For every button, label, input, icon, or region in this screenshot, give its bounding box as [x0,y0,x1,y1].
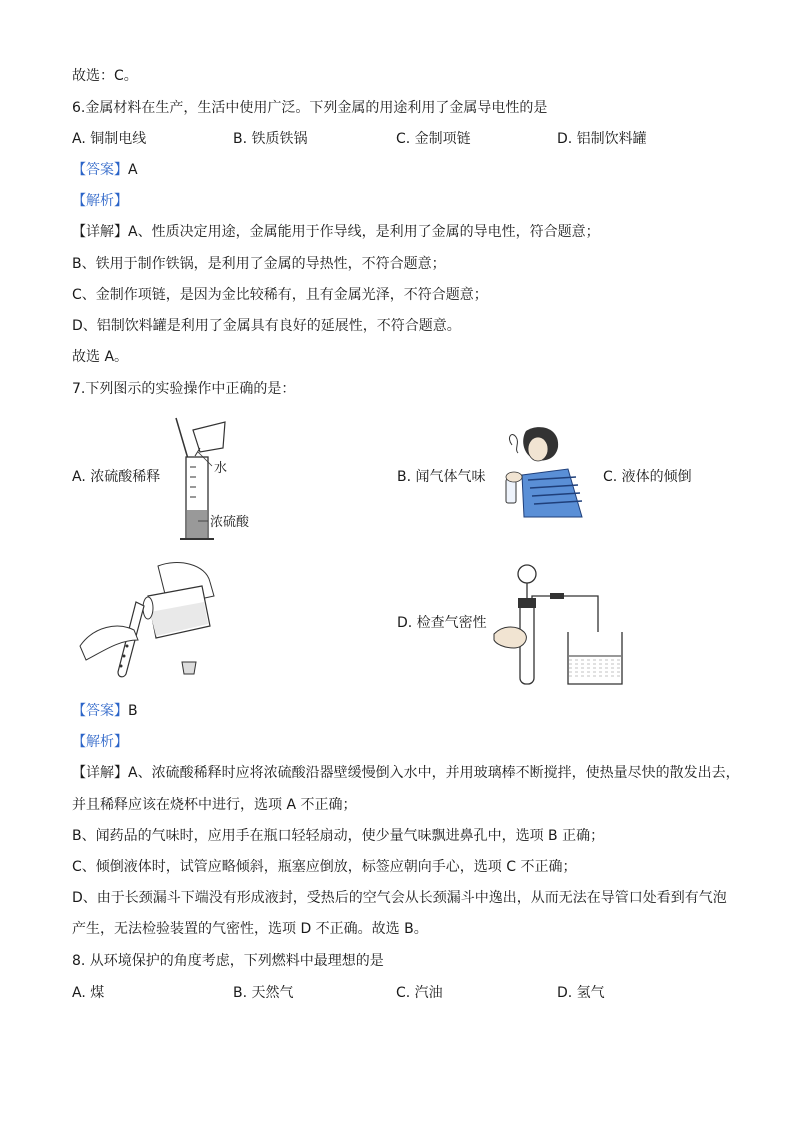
answer-value: B [128,703,138,719]
answer-value: A [128,162,138,178]
q7-option-d: D. 检查气密性 [397,615,487,631]
q8-option-c: C. 汽油 [396,985,443,1001]
answer-7 [72,701,138,721]
q6-option-c: C. 金制项链 [396,131,471,147]
q7-option-b: B. 闻气体气味 [397,469,486,485]
figure-acid-dilution [168,412,298,547]
q8-option-d: D. 氢气 [557,985,605,1001]
detail-6 [72,222,600,242]
q6-option-b: B. 铁质铁锅 [233,131,308,147]
figure-smelling-gas [498,425,586,519]
analysis-6: 【解析】 [72,193,128,209]
detail-7 [72,763,740,783]
detail-7-b: B、闻药品的气味时，应用手在瓶口轻轻扇动，使少量气味飘进鼻孔中，选项 B 正确； [72,828,605,844]
answer-label: 【答案】 [72,162,128,178]
q6-option-d: D. 铝制饮料罐 [557,131,647,147]
answer-6 [72,160,138,180]
analysis-7: 【解析】 [72,734,128,750]
detail-6-c: C、金制作项链，是因为金比较稀有，且有金属光泽，不符合题意； [72,287,488,303]
detail-label: 【详解】 [72,765,128,781]
answer-label: 【答案】 [72,703,128,719]
answer-line-q5: 故选：C。 [72,68,138,84]
detail-7-c: C、倾倒液体时，试管应略倾斜，瓶塞应倒放，标签应朝向手心，选项 C 不正确； [72,859,577,875]
question-6: 6.金属材料在生产，生活中使用广泛。下列金属的用途利用了金属导电性的是 [72,100,548,116]
figure-pouring-liquid [78,556,228,686]
q8-option-b: B. 天然气 [233,985,294,1001]
detail-text: A、浓硫酸稀释时应将浓硫酸沿器壁缓慢倒入水中，并用玻璃棒不断搅拌，使热量尽快的散发出去， [128,765,740,781]
q7-option-c: C. 液体的倾倒 [603,469,692,485]
detail-7-d: D、由于长颈漏斗下端没有形成液封，受热后的空气会从长颈漏斗中逸出，从而无法在导管口处看到有气泡 [72,890,727,906]
detail-7-a-cont: 并且稀释应该在烧杯中进行，选项 A 不正确； [72,797,357,813]
detail-text: A、性质决定用途，金属能用于作导线，是利用了金属的导电性，符合题意； [128,224,600,240]
q6-option-a: A. 铜制电线 [72,131,147,147]
figure-water-label: 水 [214,461,228,476]
detail-6-d: D、铝制饮料罐是利用了金属具有良好的延展性，不符合题意。 [72,318,461,334]
question-7: 7.下列图示的实验操作中正确的是： [72,381,296,397]
figure-airtightness [494,556,626,688]
q8-option-a: A. 煤 [72,985,105,1001]
q7-option-a: A. 浓硫酸稀释 [72,469,161,485]
answer-choice-6: 故选 A。 [72,349,129,365]
detail-7-d-cont: 产生，无法检验装置的气密性，选项 D 不正确。故选 B。 [72,921,428,937]
detail-6-b: B、铁用于制作铁锅，是利用了金属的导热性，不符合题意； [72,256,446,272]
figure-acid-label: 浓硫酸 [210,515,250,530]
detail-label: 【详解】 [72,224,128,240]
question-8: 8. 从环境保护的角度考虑，下列燃料中最理想的是 [72,953,384,969]
